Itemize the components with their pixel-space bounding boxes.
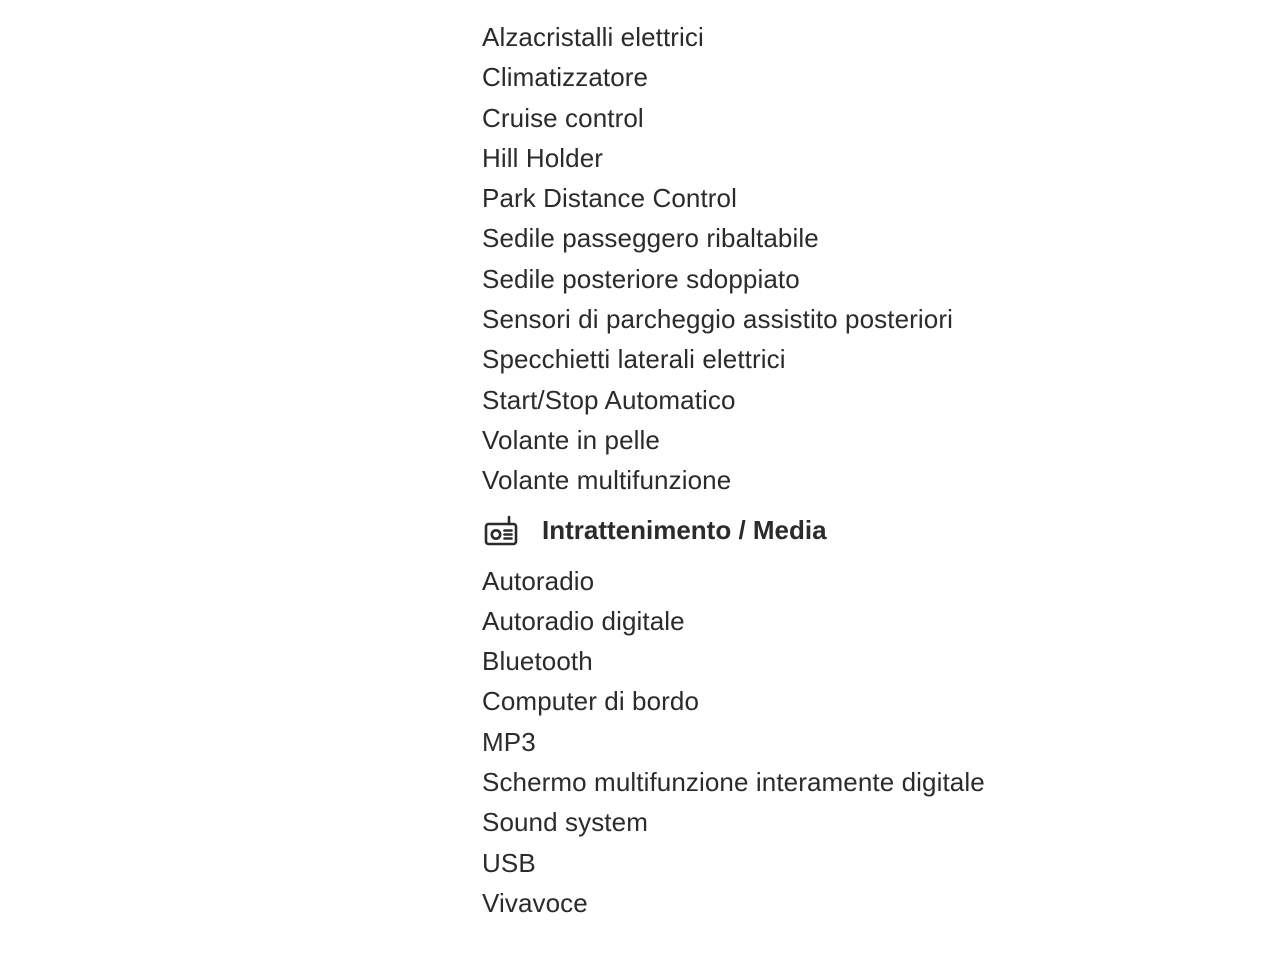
feature-item: Sound system	[482, 807, 648, 838]
feature-item: Park Distance Control	[482, 183, 737, 214]
media-section-title: Intrattenimento / Media	[542, 515, 827, 546]
feature-item: Vivavoce	[482, 887, 588, 918]
equipment-content	[482, 17, 1242, 923]
feature-item: Alzacristalli elettrici	[482, 22, 704, 52]
feature-item: Specchietti laterali elettrici	[482, 344, 786, 375]
feature-item: Sensori di parcheggio assistito posteriori	[482, 304, 953, 335]
radio-icon	[483, 513, 519, 549]
feature-item: Bluetooth	[482, 646, 593, 677]
feature-item: Autoradio	[482, 565, 595, 596]
feature-item: Autoradio digitale	[482, 605, 685, 636]
feature-item: Cruise control	[482, 102, 644, 133]
feature-item: Schermo multifunzione interamente digitale	[482, 767, 985, 798]
feature-item: Climatizzatore	[482, 62, 649, 93]
media-feature-list	[482, 561, 1242, 924]
media-section-header	[482, 501, 1242, 561]
feature-item: Start/Stop Automatico	[482, 384, 736, 415]
feature-item: Sedile posteriore sdoppiato	[482, 263, 800, 294]
feature-item: Computer di bordo	[482, 686, 700, 717]
feature-item: Volante multifunzione	[482, 465, 732, 496]
feature-item: Volante in pelle	[482, 424, 660, 455]
feature-item: USB	[482, 847, 536, 878]
comfort-feature-list	[482, 17, 1242, 501]
feature-item: Hill Holder	[482, 142, 604, 173]
feature-item: MP3	[482, 726, 536, 757]
feature-item: Sedile passeggero ribaltabile	[482, 223, 819, 254]
